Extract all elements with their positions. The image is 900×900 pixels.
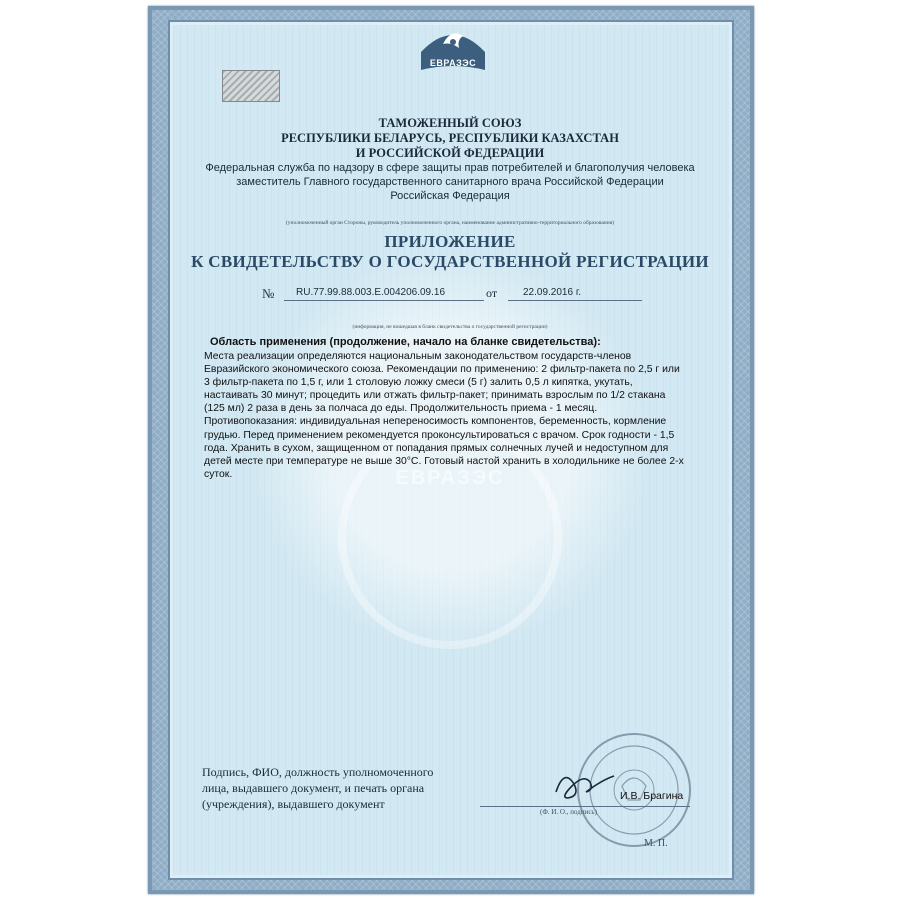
scope-title: Область применения (продолжение, начало на бланке свидетельства): [210, 336, 601, 348]
body-line: суток. [204, 468, 233, 480]
from-label: от [486, 286, 498, 300]
union-subtitle-2: И РОССИЙСКОЙ ФЕДЕРАЦИИ [355, 146, 545, 160]
authority-line: Федеральная служба по надзору в сфере защиты прав потребителей и благополучия человека [205, 162, 695, 174]
body-line: Места реализации определяются национальным законодательством государств-членов [204, 351, 632, 362]
registration-number-line [284, 300, 484, 301]
authority-caption: (уполномоченный орган Стороны, руководитель уполномоченного органа, наименование административно-территориального образования) [285, 220, 615, 226]
body-line: детей месте при температуре не выше 30°С. Готовый настой хранить в холодильнике не более 2-х [204, 455, 684, 467]
signature-instruction-line: (учреждения), выдавшего документ [202, 797, 385, 811]
seal-label: М. П. [644, 838, 668, 849]
body-line: грудью. Перед применением рекомендуется проконсультироваться с врачом. Срок годности - 1,5 [204, 429, 675, 441]
registration-caption: (информация, не вошедшая в бланк свидетельства о государственной регистрации) [352, 324, 548, 330]
signature-instruction-line: Подпись, ФИО, должность уполномоченного [202, 765, 434, 779]
signature-instruction-line: лица, выдавшего документ, и печать органа [202, 781, 425, 795]
number-sign: № [262, 286, 275, 301]
body-line: Противопоказания: индивидуальная непереносимость компонентов, беременность, кормление [204, 416, 667, 428]
document-heading: ПРИЛОЖЕНИЕ [384, 232, 516, 251]
authority-line: заместитель Главного государственного санитарного врача Российской Федерации [236, 176, 664, 188]
logo-text: ЕВРАЗЭС [429, 58, 477, 68]
registration-date-line [508, 300, 642, 301]
authority-line: Российская Федерация [390, 190, 510, 202]
signature-caption: (Ф. И. О., подпись) [540, 808, 597, 816]
registration-number: RU.77.99.88.003.Е.004206.09.16 [296, 287, 446, 298]
signer-name: И.В. Брагина [620, 790, 684, 802]
body-text [204, 350, 704, 481]
signature-line [480, 806, 690, 807]
body-line: настаивать 30 минут; процедить или отжать фильтр-пакет; принимать взрослым по 1/2 стакана [204, 390, 666, 402]
ink-stamp-mark [222, 70, 280, 102]
watermark-text: ЕВРАЗЭС [395, 467, 505, 489]
body-line: (125 мл) 2 раза в день за полчаса до еды. Продолжительность приема - 1 месяц. [204, 403, 598, 415]
union-title: ТАМОЖЕННЫЙ СОЮЗ [378, 116, 522, 130]
body-line: года. Хранить в сухом, защищенном от попадания прямых солнечных лучей и недоступном для [204, 442, 669, 454]
handwritten-signature [550, 762, 620, 807]
registration-date: 22.09.2016 г. [523, 287, 582, 298]
union-subtitle: РЕСПУБЛИКИ БЕЛАРУСЬ, РЕСПУБЛИКИ КАЗАХСТАН [281, 131, 619, 145]
signature-instructions [202, 764, 492, 812]
body-line: 3 фильтр-пакета по 1,5 г, или 1 столовую ложку смеси (5 г) залить 0,5 л кипятка, укутать, [204, 377, 633, 389]
registration-row [262, 286, 642, 304]
body-line: Евразийского экономического союза. Рекомендации по применению: 2 фильтр-пакета по 2,5 г или [204, 364, 680, 376]
document-heading-2: К СВИДЕТЕЛЬСТВУ О ГОСУДАРСТВЕННОЙ РЕГИСТРАЦИИ [191, 252, 709, 271]
